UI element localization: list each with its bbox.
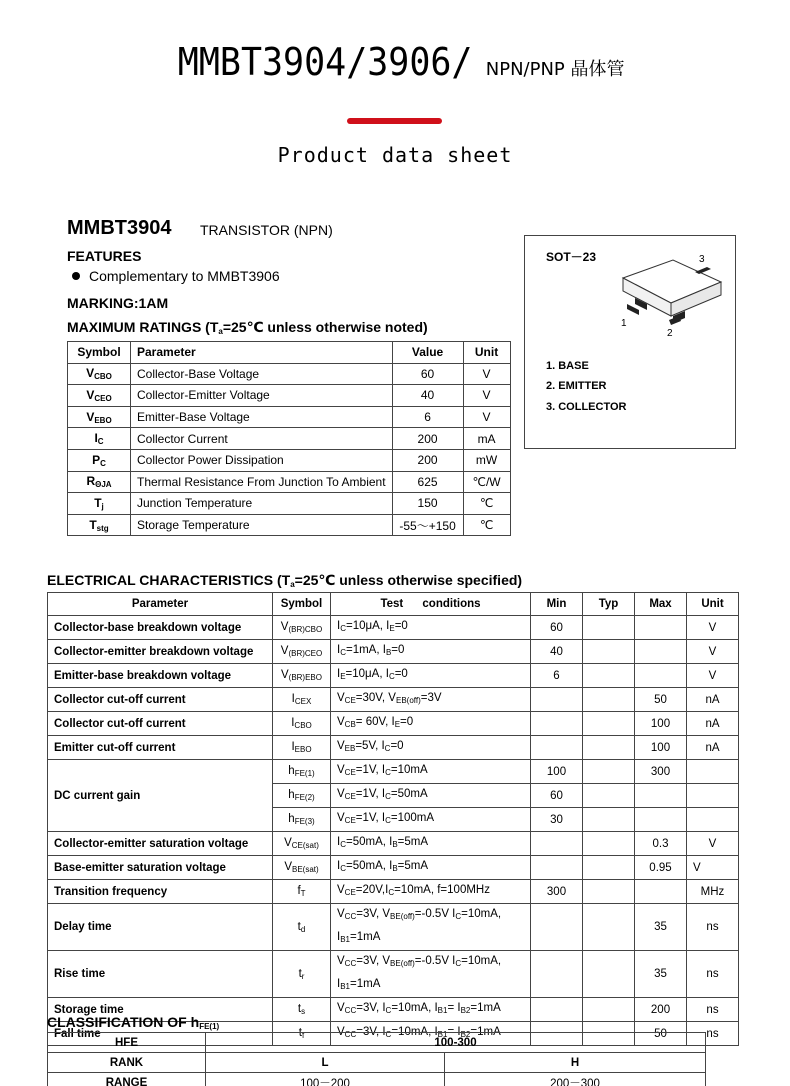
symbol-cell: $I_{EBO}$	[273, 736, 331, 760]
symbol-cell: $V_{CEO}$	[68, 385, 131, 407]
unit-cell: MHz	[687, 880, 739, 904]
column-header: Typ	[583, 593, 635, 616]
symbol-cell: $T_j$	[68, 493, 131, 515]
max-cell: 35	[635, 904, 687, 951]
unit-cell: V	[687, 856, 739, 880]
min-cell	[531, 832, 583, 856]
table-row	[48, 712, 739, 736]
max-cell: 50	[635, 688, 687, 712]
unit-cell: ns	[687, 998, 739, 1022]
min-cell	[531, 998, 583, 1022]
typ-cell	[583, 712, 635, 736]
min-cell	[531, 688, 583, 712]
table-row	[68, 471, 511, 493]
part-description: TRANSISTOR (NPN)	[200, 222, 333, 238]
pin-label: 1	[621, 318, 627, 329]
value-cell: 625	[392, 471, 463, 493]
column-header: Symbol	[273, 593, 331, 616]
symbol-cell: $t_r$	[273, 951, 331, 998]
table-header-row	[68, 342, 511, 364]
max-cell	[635, 664, 687, 688]
symbol-cell: $I_{CEX}$	[273, 688, 331, 712]
parameter-cell: Rise time	[48, 951, 273, 998]
marking-code: MARKING:1AM	[67, 295, 169, 311]
typ-cell	[583, 736, 635, 760]
table-header-row	[48, 593, 739, 616]
value-cell: 40	[392, 385, 463, 407]
pin-label: 2	[667, 328, 673, 338]
value-cell: 200	[392, 449, 463, 471]
max-cell: 200	[635, 998, 687, 1022]
title-part-numbers: MMBT3904/3906/	[178, 40, 473, 84]
typ-cell	[583, 951, 635, 998]
condition-cell: $I_E=10\mu A$, $I_C=0$	[331, 664, 531, 688]
feature-item	[72, 268, 280, 284]
table-row	[68, 363, 511, 385]
unit-cell: ℃/W	[463, 471, 510, 493]
unit-cell: mA	[463, 428, 510, 450]
classification-heading: CLASSIFICATION OF $h_{FE(1)}$	[47, 1014, 220, 1031]
parameter-cell: Storage Temperature	[131, 514, 393, 536]
symbol-cell: $V_{CE(sat)}$	[273, 832, 331, 856]
column-header: Min	[531, 593, 583, 616]
condition-cell: $V_{CC}=3V$, $V_{BE(off)}=-0.5V$ $I_C=10mA$, $I_{B1}=1mA$	[331, 904, 531, 951]
unit-cell: V	[687, 640, 739, 664]
max-cell: 300	[635, 760, 687, 784]
min-cell	[531, 712, 583, 736]
parameter-cell: Collector cut-off current	[48, 688, 273, 712]
value-cell: 200	[392, 428, 463, 450]
max-cell: 100	[635, 736, 687, 760]
table-row	[48, 1033, 706, 1053]
typ-cell	[583, 640, 635, 664]
unit-cell: V	[687, 832, 739, 856]
parameter-cell: Base-emitter saturation voltage	[48, 856, 273, 880]
typ-cell	[583, 880, 635, 904]
table-row	[48, 616, 739, 640]
max-ratings-heading: MAXIMUM RATINGS ($T_a=25℃$ unless otherwise noted)	[67, 319, 428, 336]
condition-cell: $V_{CE}=1V$, $I_C=10mA$	[331, 760, 531, 784]
package-diagram-box	[524, 235, 736, 449]
table-row	[48, 1073, 706, 1086]
parameter-cell: Emitter-base breakdown voltage	[48, 664, 273, 688]
max-cell: 0.3	[635, 832, 687, 856]
unit-cell: ℃	[463, 514, 510, 536]
title-underline	[347, 118, 442, 124]
table-row	[48, 640, 739, 664]
table-row	[48, 856, 739, 880]
package-name: SOT－23	[546, 250, 597, 264]
range-h-cell: 200－300	[445, 1073, 706, 1086]
pin-collector: 3. COLLECTOR	[546, 401, 627, 413]
condition-cell: $V_{CE}=30V$, $V_{EB(off)}=3V$	[331, 688, 531, 712]
unit-cell	[687, 784, 739, 808]
symbol-cell: $h_{FE(1)}$	[273, 760, 331, 784]
parameter-cell: Collector-Emitter Voltage	[131, 385, 393, 407]
unit-cell: nA	[687, 688, 739, 712]
unit-cell: ns	[687, 904, 739, 951]
range-label-cell: RANGE	[48, 1073, 206, 1086]
max-cell	[635, 808, 687, 832]
column-header: Parameter	[48, 593, 273, 616]
max-cell: 0.95	[635, 856, 687, 880]
electrical-heading: ELECTRICAL CHARACTERISTICS ($T_a=25℃$ unless otherwise specified)	[47, 572, 523, 589]
sot23-package-icon	[613, 248, 725, 338]
value-cell: 60	[392, 363, 463, 385]
table-row	[48, 736, 739, 760]
table-row	[68, 428, 511, 450]
condition-cell: $V_{CC}=3V$, $V_{BE(off)}=-0.5V$ $I_C=10mA$, $I_{B1}=1mA$	[331, 951, 531, 998]
min-cell	[531, 951, 583, 998]
hfe-label-cell: HFE	[48, 1033, 206, 1053]
typ-cell	[583, 832, 635, 856]
column-header: Unit	[687, 593, 739, 616]
symbol-cell: $V_{EBO}$	[68, 406, 131, 428]
table-row	[48, 832, 739, 856]
symbol-cell: $t_f$	[273, 1022, 331, 1046]
rank-label-cell: RANK	[48, 1053, 206, 1073]
parameter-cell: DC current gain	[48, 760, 273, 832]
unit-cell: V	[463, 385, 510, 407]
table-row	[48, 1053, 706, 1073]
unit-cell: ns	[687, 1022, 739, 1046]
max-cell	[635, 640, 687, 664]
unit-cell: V	[463, 363, 510, 385]
typ-cell	[583, 904, 635, 951]
parameter-cell: Emitter cut-off current	[48, 736, 273, 760]
bullet-icon	[72, 272, 80, 280]
column-header: Value	[392, 342, 463, 364]
parameter-cell: Collector-emitter saturation voltage	[48, 832, 273, 856]
max-cell: 35	[635, 951, 687, 998]
pin-base: 1. BASE	[546, 360, 589, 372]
table-row	[68, 406, 511, 428]
min-cell: 60	[531, 616, 583, 640]
min-cell: 300	[531, 880, 583, 904]
hfe-value-cell: 100-300	[206, 1033, 706, 1053]
table-row	[48, 760, 739, 784]
table-row	[68, 385, 511, 407]
feature-text: Complementary to MMBT3906	[89, 268, 280, 284]
features-heading: FEATURES	[67, 248, 142, 264]
unit-cell: nA	[687, 736, 739, 760]
condition-cell: $V_{CE}=1V$, $I_C=100mA$	[331, 808, 531, 832]
document-subtitle: Product data sheet	[277, 143, 513, 167]
title-type: NPN/PNP 晶体管	[485, 59, 625, 80]
min-cell: 6	[531, 664, 583, 688]
condition-cell: $I_C=50mA$, $I_B=5mA$	[331, 832, 531, 856]
column-header: Max	[635, 593, 687, 616]
symbol-cell: $I_C$	[68, 428, 131, 450]
parameter-cell: Fall time	[48, 1022, 273, 1046]
parameter-cell: Delay time	[48, 904, 273, 951]
max-cell: 50	[635, 1022, 687, 1046]
table-row	[68, 493, 511, 515]
range-l-cell: 100－200	[206, 1073, 445, 1086]
typ-cell	[583, 616, 635, 640]
typ-cell	[583, 760, 635, 784]
condition-cell: $I_C=1mA$, $I_B=0$	[331, 640, 531, 664]
table-row	[48, 951, 739, 998]
table-row	[48, 664, 739, 688]
max-ratings-table	[67, 341, 511, 536]
parameter-cell: Emitter-Base Voltage	[131, 406, 393, 428]
max-cell	[635, 880, 687, 904]
parameter-cell: Collector cut-off current	[48, 712, 273, 736]
column-header: Test conditions	[331, 593, 531, 616]
unit-cell	[687, 760, 739, 784]
symbol-cell: $h_{FE(3)}$	[273, 808, 331, 832]
typ-cell	[583, 688, 635, 712]
min-cell: 100	[531, 760, 583, 784]
max-cell: 100	[635, 712, 687, 736]
pin-label: 3	[699, 254, 705, 265]
column-header: Symbol	[68, 342, 131, 364]
parameter-cell: Collector-emitter breakdown voltage	[48, 640, 273, 664]
value-cell: 6	[392, 406, 463, 428]
parameter-cell: Collector Current	[131, 428, 393, 450]
unit-cell	[687, 808, 739, 832]
document-title	[0, 40, 790, 84]
symbol-cell: $V_{(BR)EBO}$	[273, 664, 331, 688]
symbol-cell: $P_C$	[68, 449, 131, 471]
parameter-cell: Storage time	[48, 998, 273, 1022]
column-header: Parameter	[131, 342, 393, 364]
min-cell: 30	[531, 808, 583, 832]
symbol-cell: $t_s$	[273, 998, 331, 1022]
table-row	[68, 514, 511, 536]
unit-cell: mW	[463, 449, 510, 471]
condition-cell: $V_{EB}=5V$, $I_C=0$	[331, 736, 531, 760]
typ-cell	[583, 808, 635, 832]
max-cell	[635, 616, 687, 640]
parameter-cell: Junction Temperature	[131, 493, 393, 515]
symbol-cell: $f_T$	[273, 880, 331, 904]
classification-table	[47, 1032, 706, 1086]
pin-emitter: 2. EMITTER	[546, 380, 607, 392]
condition-cell: $V_{CE}=20V,I_C=10mA$, f=100MHz	[331, 880, 531, 904]
unit-cell: ns	[687, 951, 739, 998]
symbol-cell: $I_{CBO}$	[273, 712, 331, 736]
symbol-cell: $T_{stg}$	[68, 514, 131, 536]
max-cell	[635, 784, 687, 808]
symbol-cell: $V_{CBO}$	[68, 363, 131, 385]
symbol-cell: $R_{\Theta JA}$	[68, 471, 131, 493]
rank-l-cell: L	[206, 1053, 445, 1073]
table-row	[48, 688, 739, 712]
unit-cell: nA	[687, 712, 739, 736]
condition-cell: $V_{CC}=3V$, $I_C=10mA$, $I_{B1}= I_{B2}=1mA$	[331, 1022, 531, 1046]
symbol-cell: $V_{(BR)CBO}$	[273, 616, 331, 640]
min-cell: 40	[531, 640, 583, 664]
table-row	[68, 449, 511, 471]
min-cell	[531, 736, 583, 760]
condition-cell: $V_{CB}= 60V$, $I_E=0$	[331, 712, 531, 736]
table-row	[48, 880, 739, 904]
table-row	[48, 904, 739, 951]
symbol-cell: $V_{(BR)CEO}$	[273, 640, 331, 664]
typ-cell	[583, 664, 635, 688]
unit-cell: ℃	[463, 493, 510, 515]
min-cell	[531, 856, 583, 880]
parameter-cell: Collector Power Dissipation	[131, 449, 393, 471]
unit-cell: V	[687, 616, 739, 640]
value-cell: -55～+150	[392, 514, 463, 536]
condition-cell: $V_{CE}=1V$, $I_C=50mA$	[331, 784, 531, 808]
symbol-cell: $V_{BE(sat)}$	[273, 856, 331, 880]
parameter-cell: Transition frequency	[48, 880, 273, 904]
condition-cell: $I_C=50mA$, $I_B=5mA$	[331, 856, 531, 880]
unit-cell: V	[463, 406, 510, 428]
min-cell	[531, 904, 583, 951]
column-header: Unit	[463, 342, 510, 364]
typ-cell	[583, 784, 635, 808]
value-cell: 150	[392, 493, 463, 515]
electrical-characteristics-table	[47, 592, 739, 1046]
min-cell: 60	[531, 784, 583, 808]
typ-cell	[583, 998, 635, 1022]
parameter-cell: Collector-base breakdown voltage	[48, 616, 273, 640]
symbol-cell: $t_d$	[273, 904, 331, 951]
typ-cell	[583, 856, 635, 880]
condition-cell: $V_{CC}=3V$, $I_C=10mA$, $I_{B1}= I_{B2}=1mA$	[331, 998, 531, 1022]
symbol-cell: $h_{FE(2)}$	[273, 784, 331, 808]
rank-h-cell: H	[445, 1053, 706, 1073]
condition-cell: $I_C=10\mu A$, $I_E=0$	[331, 616, 531, 640]
part-number: MMBT3904	[67, 217, 172, 239]
unit-cell: V	[687, 664, 739, 688]
parameter-cell: Collector-Base Voltage	[131, 363, 393, 385]
parameter-cell: Thermal Resistance From Junction To Ambient	[131, 471, 393, 493]
